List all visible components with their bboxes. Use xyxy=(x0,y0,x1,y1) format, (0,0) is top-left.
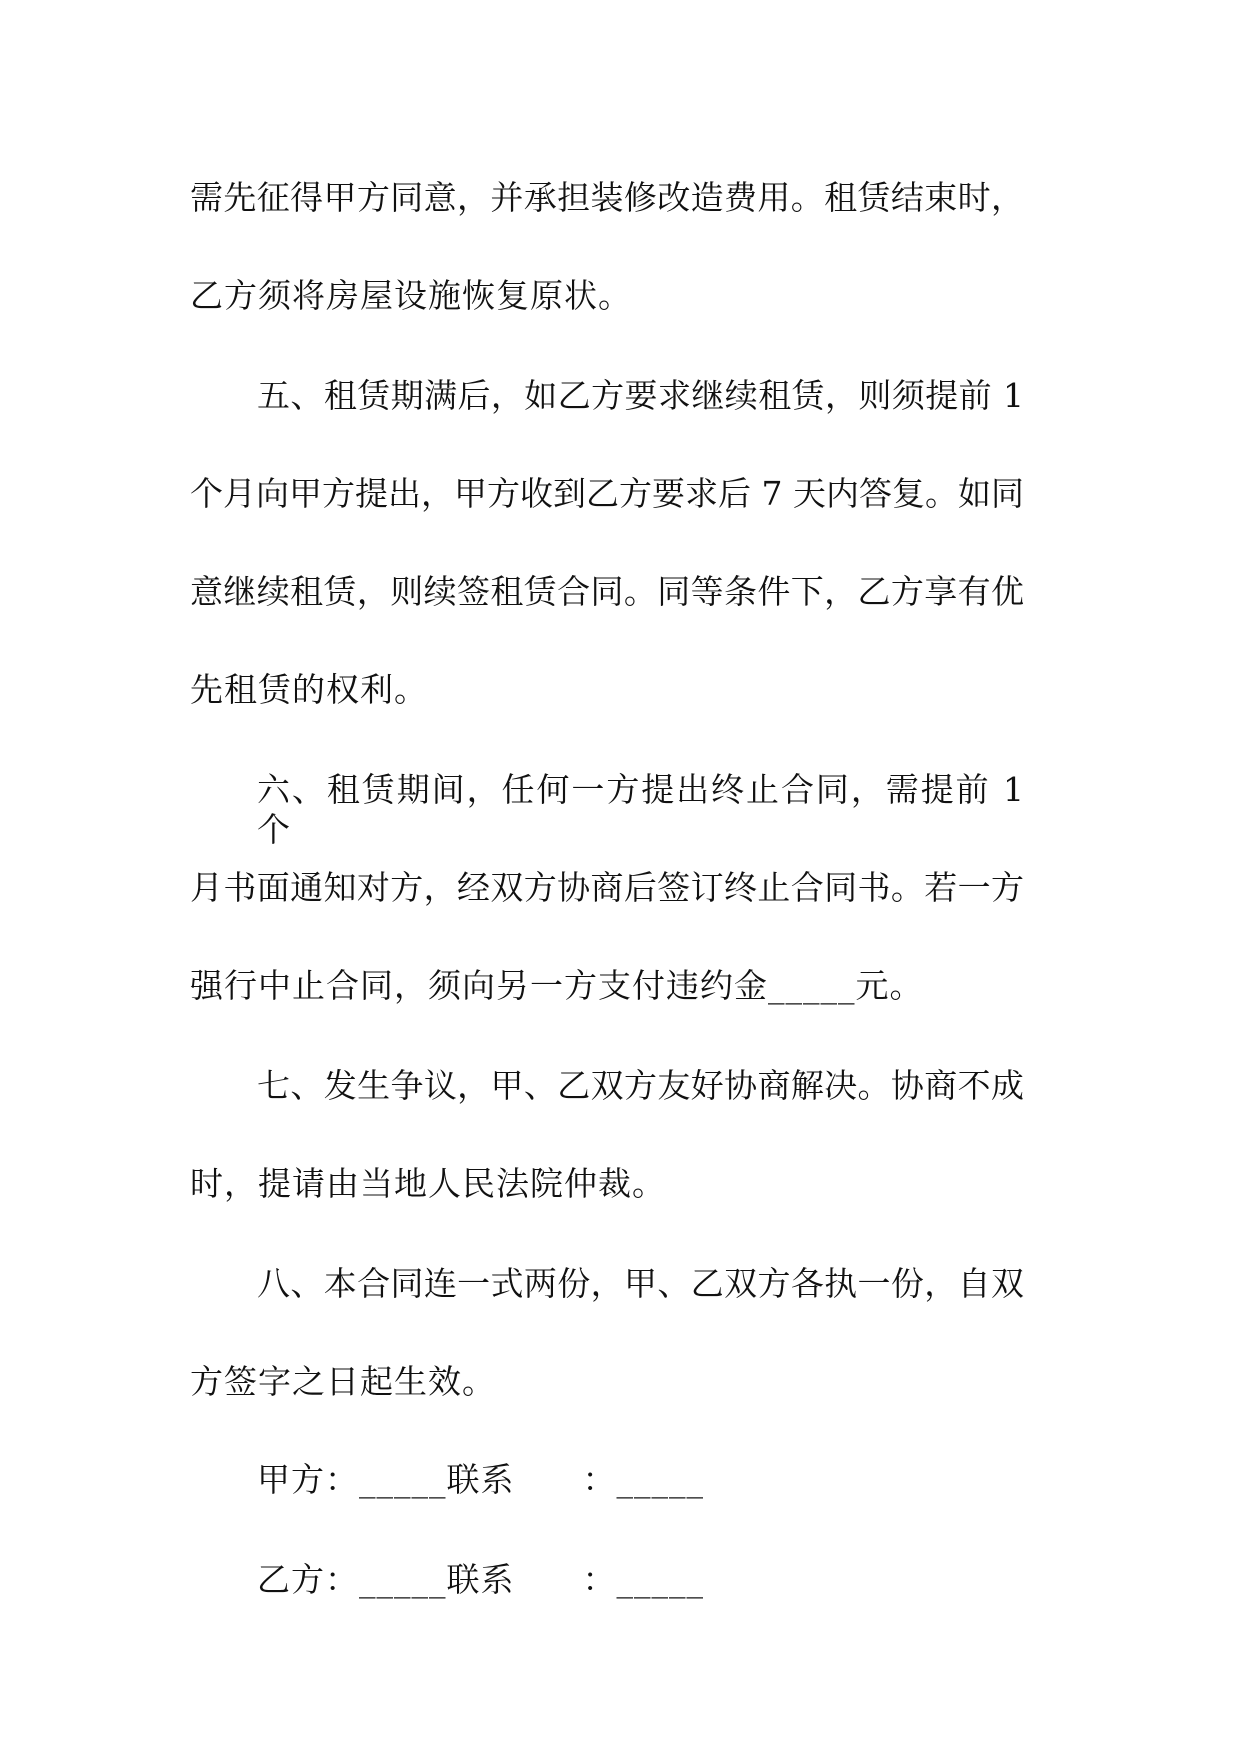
party-b-signature-line: 乙方：_____联系 ：_____ xyxy=(257,1560,704,1599)
body-line: 需先征得甲方同意，并承担装修改造费用。租赁结束时， xyxy=(190,178,1024,217)
body-line: 方签字之日起生效。 xyxy=(190,1362,496,1401)
clause-7-line: 七、发生争议，甲、乙双方友好协商解决。协商不成 xyxy=(257,1066,1024,1105)
body-line: 个月向甲方提出，甲方收到乙方要求后 7 天内答复。如同 xyxy=(190,474,1024,513)
body-line: 时，提请由当地人民法院仲裁。 xyxy=(190,1164,666,1203)
party-a-signature-line: 甲方：_____联系 ：_____ xyxy=(257,1460,704,1499)
body-line: 乙方须将房屋设施恢复原状。 xyxy=(190,276,632,315)
clause-6-line: 六、租赁期间，任何一方提出终止合同，需提前 1 个 xyxy=(257,770,1024,849)
body-line: 意继续租赁，则续签租赁合同。同等条件下，乙方享有优 xyxy=(190,572,1024,611)
clause-5-line: 五、租赁期满后，如乙方要求继续租赁，则须提前 1 xyxy=(257,376,1024,415)
clause-8-line: 八、本合同连一式两份，甲、乙双方各执一份，自双 xyxy=(257,1264,1024,1303)
body-line: 强行中止合同，须向另一方支付违约金_____元。 xyxy=(190,966,924,1005)
body-line: 先租赁的权利。 xyxy=(190,670,428,709)
body-line: 月书面通知对方，经双方协商后签订终止合同书。若一方 xyxy=(190,868,1024,907)
